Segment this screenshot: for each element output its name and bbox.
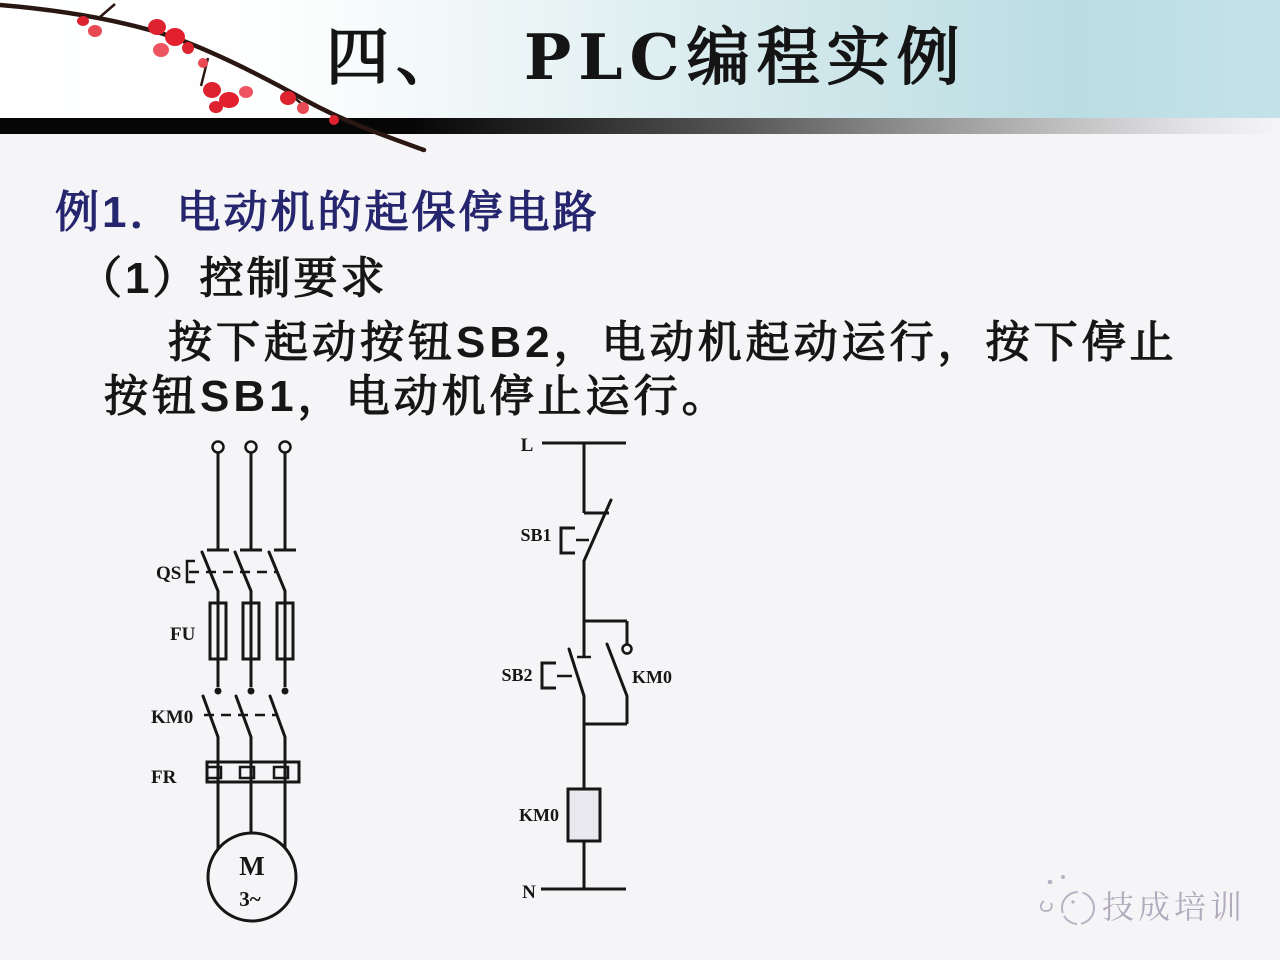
sb1-nc-pushbutton-symbol	[561, 500, 611, 561]
motor-symbol	[208, 833, 296, 921]
requirement-text-line1: 按下起动按钮SB2，电动机起动运行，按下停止	[168, 318, 1178, 367]
motor-phase-label: 3~	[239, 887, 261, 911]
motor-letter: M	[239, 851, 265, 881]
fr-label: FR	[151, 767, 177, 788]
sb2-label: SB2	[501, 665, 533, 685]
km0-holding-contact-symbol	[584, 621, 632, 724]
panda-sketch-icon	[1036, 868, 1102, 930]
sub-heading: （1）控制要求	[78, 254, 388, 303]
km0-contact-label: KM0	[632, 667, 672, 687]
n-label: N	[522, 882, 536, 903]
km0-coil-symbol	[568, 789, 600, 841]
phase-line-1	[202, 442, 229, 878]
phase-line-3	[269, 442, 296, 878]
logo-text: 技成培训	[1102, 888, 1247, 926]
km0-main-label: KM0	[151, 707, 194, 728]
qs-switch-symbol	[187, 561, 278, 582]
l-label: L	[520, 435, 534, 456]
phase-line-2	[235, 442, 262, 878]
control-circuit-diagram	[480, 425, 710, 920]
qs-label: QS	[156, 563, 182, 584]
fu-label: FU	[170, 624, 196, 645]
sb2-no-pushbutton-symbol	[542, 621, 591, 789]
main-circuit-diagram	[140, 425, 340, 930]
slide-title: 四、 PLC编程实例	[326, 20, 967, 94]
jicheng-logo	[1036, 866, 1256, 936]
example-heading: 例1．电动机的起保停电路	[55, 188, 600, 237]
plum-blossom-branch-graphic	[0, 0, 440, 160]
sb1-label: SB1	[520, 525, 552, 545]
requirement-text-line2: 按钮SB1，电动机停止运行。	[104, 372, 730, 421]
km0-coil-label: KM0	[519, 805, 559, 825]
